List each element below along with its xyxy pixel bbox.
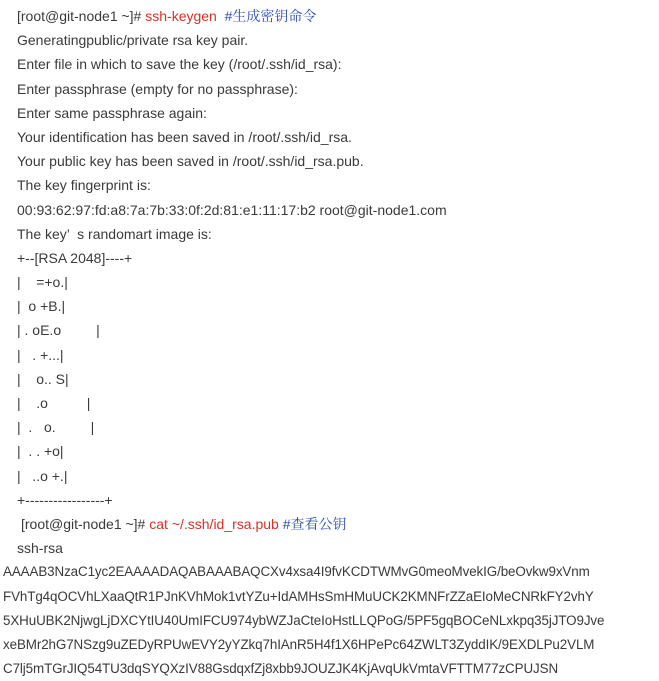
randomart-line: | o +B.| [17,298,66,315]
randomart-line: | . +...| [17,346,64,363]
public-key-line: xeBMr2hG7NSzg9uZEDyRPUwEVY2yYZkq7hIAnR5H4f1X6HPePc64ZWLT3ZyddIK/9EXDLPu2VLM [3,636,595,652]
output-line: The key fingerprint is: [17,177,151,194]
shell-prompt: [root@git-node1 ~]# [21,515,150,532]
randomart-line: | . . +o| [17,443,64,460]
randomart-line: +-----------------+ [17,491,113,508]
shell-prompt: [root@git-node1 ~]# [17,8,146,24]
randomart-line: | =+o.| [17,274,68,291]
command-line-cat [0,512,659,536]
command-comment: #查看公钥 [278,515,347,532]
public-key-line: 5XHuUBK2NjwgLjDXCYtIU40UmIFCU974ybWZJaCteIoHstLLQPoG/5PF5gqBOCeNLxkpq35jJTO9Jve [3,612,605,628]
randomart-line: | .o | [17,395,91,411]
command-comment: #生成密钥命令 [216,8,317,24]
randomart-line: | . o. | [17,419,95,436]
output-line: Enter passphrase (empty for no passphrase): [17,80,298,97]
command-text: ssh-keygen [145,8,217,24]
public-key-line: AAAAB3NzaC1yc2EAAAADAQABAAABAQCXv4xsa4I9fvKCDTWMvG0meoMvekIG/beOvkw9xVnm [3,564,590,580]
command-line-keygen [0,4,659,28]
output-line: Enter file in which to save the key (/root/.ssh/id_rsa): [17,56,342,73]
randomart-line: | ..o +.| [17,467,68,484]
output-line: The key’ s randomart image is: [17,225,212,242]
randomart-line: | o.. S| [17,370,69,387]
output-line: Your public key has been saved in /root/.ssh/id_rsa.pub. [17,153,364,170]
public-key-line: FVhTg4qOCVhLXaaQtR1PJnKVhMok1vtYZu+IdAMHsSmHMuUCK2KMNFrZZaEIoMeCNRkFY2vhY [3,588,594,604]
output-line: Generatingpublic/private rsa key pair. [17,32,249,49]
randomart-line: | . oE.o | [17,322,100,339]
output-line: Enter same passphrase again: [17,104,207,121]
command-text: cat ~/.ssh/id_rsa.pub [149,515,279,532]
public-key-line: C7lj5mTGrJIQ54TU3dqSYQXzIV88GsdqxfZj8xbb9JOUZJK4KjAvqUkVmtaVFTTM77zCPUJSN [3,661,559,677]
fingerprint-line: 00:93:62:97:fd:a8:7a:7b:33:0f:2d:81:e1:11:17:b2 root@git-node1.com [17,201,447,218]
randomart-line: +--[RSA 2048]----+ [17,249,133,266]
output-line: Your identification has been saved in /root/.ssh/id_rsa. [17,128,352,145]
key-type: ssh-rsa [17,540,63,557]
